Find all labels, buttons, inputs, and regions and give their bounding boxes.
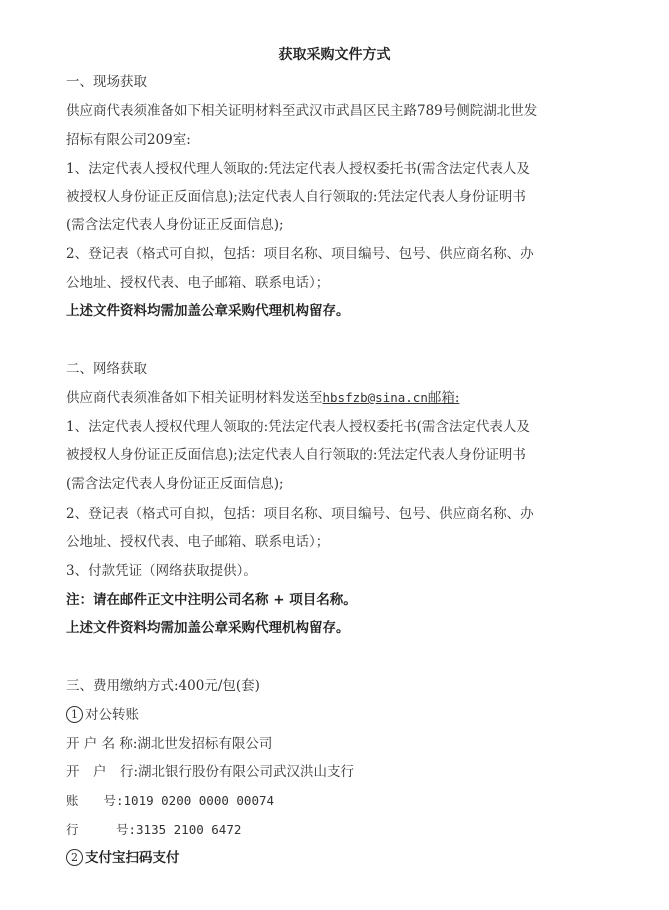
section-2-heading: 二、网络获取 [66, 361, 147, 377]
section-1-item-2-line-1: 2、登记表（格式可自拟，包括：项目名称、项目编号、包号、供应商名称、办 [66, 246, 534, 262]
section-2-item-3: 3、付款凭证（网络获取提供）。 [66, 563, 257, 579]
section-3-heading: 三、费用缴纳方式:400元/包(套) [66, 678, 260, 694]
circled-number-1: 1 [66, 706, 83, 723]
bank-name: 开 户 行:湖北银行股份有限公司武汉洪山支行 [66, 764, 355, 780]
section-2-item-1-line-2: 被授权人身份证正反面信息);法定代表人自行领取的:凭法定代表人身份证明书 [66, 447, 526, 463]
section-2-intro-suffix: 邮箱: [427, 390, 460, 406]
section-2-closing: 上述文件资料均需加盖公章采购代理机构留存。 [66, 620, 350, 636]
page-title: 获取采购文件方式 [278, 47, 391, 63]
section-1-intro-line-1: 供应商代表须准备如下相关证明材料至武汉市武昌区民主路789号侧院湖北世发 [66, 103, 538, 119]
section-2-item-1-line-1: 1、法定代表人授权代理人领取的:凭法定代表人授权委托书(需含法定代表人及 [66, 419, 530, 435]
circled-number-2: 2 [66, 849, 83, 866]
account-number: 账 号:1019 0200 0000 00074 [66, 793, 275, 808]
payment-option-2 [66, 849, 180, 867]
section-2-intro-prefix: 供应商代表须准备如下相关证明材料发送至 [66, 390, 323, 406]
section-2-note: 注：请在邮件正文中注明公司名称 + 项目名称。 [66, 592, 357, 608]
section-2-intro [66, 389, 459, 407]
section-1-item-1-line-2: 被授权人身份证正反面信息);法定代表人自行领取的:凭法定代表人身份证明书 [66, 189, 526, 205]
payment-option-1-label: 对公转账 [85, 707, 139, 723]
section-1-item-1-line-3: (需含法定代表人身份证正反面信息); [66, 217, 284, 233]
section-1-closing: 上述文件资料均需加盖公章采购代理机构留存。 [66, 303, 350, 319]
section-2-item-1-line-3: (需含法定代表人身份证正反面信息); [66, 476, 284, 492]
section-1-heading: 一、现场获取 [66, 74, 147, 90]
section-1-intro-line-2: 招标有限公司209室: [66, 132, 191, 148]
account-name: 开 户 名 称:湖北世发招标有限公司 [66, 736, 273, 752]
email-link[interactable]: hbsfzb@sina.cn [322, 390, 428, 405]
payment-option-1 [66, 706, 139, 724]
section-2-item-2-line-1: 2、登记表（格式可自拟，包括：项目名称、项目编号、包号、供应商名称、办 [66, 506, 534, 522]
bank-code: 行 号:3135 2100 6472 [66, 822, 242, 837]
payment-option-2-label: 支付宝扫码支付 [85, 850, 180, 866]
section-1-item-2-line-2: 公地址、授权代表、电子邮箱、联系电话）； [66, 275, 330, 291]
section-1-item-1-line-1: 1、法定代表人授权代理人领取的:凭法定代表人授权委托书(需含法定代表人及 [66, 161, 530, 177]
section-2-item-2-line-2: 公地址、授权代表、电子邮箱、联系电话）； [66, 534, 330, 550]
